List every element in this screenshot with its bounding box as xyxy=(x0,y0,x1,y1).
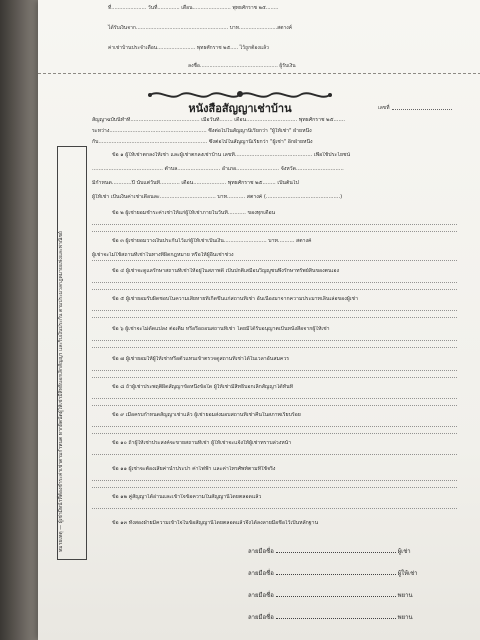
signature-row-witness-1 xyxy=(248,590,413,600)
text-row xyxy=(92,317,458,318)
perforation-line xyxy=(38,73,480,74)
contract-line-16: ข้อ ๙ เมื่อครบกำหนดสัญญาเช่าแล้ว ผู้เช่ายอมส่งมอบสถานที่เช่าคืนในสภาพเรียบร้อย xyxy=(112,412,301,418)
text-row xyxy=(92,370,458,371)
background-surface xyxy=(0,0,40,640)
contract-line-13: ข้อ ๖ ผู้เช่าจะไม่ดัดแปลง ต่อเติม หรือรื้อถอนสถานที่เช่า โดยมิได้รับอนุญาตเป็นหนังสือจากผู้ให้เช่า xyxy=(112,326,330,332)
contract-line-19: ข้อ ๑๒ คู่สัญญาได้อ่านและเข้าใจข้อความในสัญญานี้โดยตลอดแล้ว xyxy=(112,494,262,500)
signature-line xyxy=(276,596,396,597)
receipt-line-4: ลงชื่อ................................................. ผู้รับเงิน xyxy=(188,63,296,69)
signature-label: ลายมือชื่อ xyxy=(248,548,274,555)
text-row xyxy=(92,224,458,225)
text-row xyxy=(92,340,458,341)
side-note-body: ผู้เช่ามีหน้าที่ต้องชำระค่าเช่าตามกำหนด หากผิดนัดผู้ให้เช่ามีสิทธิบอกเลิกสัญญา และริบเงินประกัน ตามประมวลกฎหมายแพ่งและพาณิชย์ xyxy=(58,231,64,524)
contract-line-4: ข้อ ๑ ผู้ให้เช่าตกลงให้เช่า และผู้เช่าตกลงเช่าบ้าน เลขที่............................................... เพื่อใช้ประโยชน์ xyxy=(112,152,351,158)
text-row xyxy=(92,454,458,455)
contract-line-3: กับ.................................................................. ซึ่งต่อไปในสัญญานี้เรียกว่า "ผู้เช่า" อีกฝ่ายหนึ่ง xyxy=(92,139,313,145)
document-title: หนังสือสัญญาเช่าบ้าน xyxy=(188,102,292,115)
text-row xyxy=(92,433,458,434)
contract-line-5: ........................................... ตำบล.......................... อำเภอ.......................... จังหวัด............................. xyxy=(92,166,344,172)
contract-line-2: ระหว่าง........................................................... ซึ่งต่อไปในสัญญานี้เรียกว่า "ผู้ให้เช่า" ฝ่ายหนึ่ง xyxy=(92,128,312,134)
signature-line xyxy=(276,618,396,619)
text-row xyxy=(92,405,458,406)
receipt-line-1: ที่...................... วันที่.............. เดือน........................ พุทธศักราช ๒๕........ xyxy=(108,5,279,11)
side-note-text: หมายเหตุ — ผู้เช่ามีหน้าที่ต้องชำระค่าเช่าตามกำหนด หากผิดนัดผู้ให้เช่ามีสิทธิบอกเลิกสัญญา และริบเงินประกัน ตามประมวลกฎหมายแพ่งและพาณิชย์ xyxy=(58,231,64,552)
text-row xyxy=(92,231,458,232)
text-row xyxy=(92,426,458,427)
text-row xyxy=(92,282,458,283)
contract-line-11: ข้อ ๔ ผู้เช่าจะดูแลรักษาสถานที่เช่าให้อยู่ในสภาพดี เป็นปกติเสมือนวิญญูชนพึงรักษาทรัพย์สินของตนเอง xyxy=(112,268,339,274)
text-row xyxy=(92,487,458,488)
contract-line-7: ผู้ให้เช่า เป็นเงินค่าเช่าเดือนละ.................................. บาท........... สตางค์ (.............................................) xyxy=(92,194,343,200)
signature-role: พยาน xyxy=(397,592,413,599)
contract-line-6: มีกำหนด............ปี นับแต่วันที่............ เดือน.................... พุทธศักราช ๒๕........ เป็นต้นไป xyxy=(92,180,299,186)
signature-row-tenant xyxy=(248,546,411,556)
signature-line xyxy=(276,574,396,575)
contract-line-9: ข้อ ๓ ผู้เช่ายอมวางเงินประกันไว้แก่ผู้ให้เช่าเป็นเงิน.......................... บาท.......... สตางค์ xyxy=(112,238,312,244)
text-row xyxy=(92,377,458,378)
text-row xyxy=(92,480,458,481)
text-row xyxy=(92,508,458,509)
signature-label: ลายมือชื่อ xyxy=(248,570,274,577)
text-row xyxy=(92,347,458,348)
signature-row-witness-2 xyxy=(248,612,413,622)
signature-line xyxy=(276,552,396,553)
signature-role: ผู้ให้เช่า xyxy=(397,570,418,577)
side-note-title: หมายเหตุ xyxy=(58,531,64,552)
signature-role: ผู้เช่า xyxy=(397,548,411,555)
book-number-line xyxy=(392,109,452,110)
book-number-label: เลขที่ xyxy=(378,105,390,111)
contract-line-18: ข้อ ๑๑ ผู้เช่าจะต้องเสียค่าน้ำประปา ค่าไฟฟ้า และค่าโทรศัพท์ตามที่ใช้จริง xyxy=(112,466,276,472)
contract-line-15: ข้อ ๘ ถ้าผู้เช่าประพฤติผิดสัญญาข้อหนึ่งข้อใด ผู้ให้เช่ามีสิทธิบอกเลิกสัญญาได้ทันที xyxy=(112,384,294,390)
receipt-line-3: ค่าเช่าบ้านประจำเดือน........................ พุทธศักราช ๒๕..... ไว้ถูกต้องแล้ว xyxy=(108,45,269,51)
contract-line-8: ข้อ ๒ ผู้เช่ายอมชำระค่าเช่าให้แก่ผู้ให้เช่าภายในวันที่........... ของทุกเดือน xyxy=(112,210,276,216)
receipt-line-2: ได้รับเงินจาก.......................................................... บาท........................สตางค์ xyxy=(108,25,293,31)
contract-line-12: ข้อ ๕ ผู้เช่ายอมรับผิดชอบในความเสียหายที่เกิดขึ้นแก่สถานที่เช่า อันเนื่องมาจากความประมาทเลินเล่อของผู้เช่า xyxy=(112,296,358,302)
signature-row-landlord xyxy=(248,568,418,578)
contract-line-14: ข้อ ๗ ผู้เช่ายอมให้ผู้ให้เช่าหรือตัวแทนเข้าตรวจดูสถานที่เช่าได้ในเวลาอันสมควร xyxy=(112,356,290,362)
text-row xyxy=(92,289,458,290)
text-row xyxy=(92,310,458,311)
signature-label: ลายมือชื่อ xyxy=(248,592,274,599)
text-row xyxy=(92,398,458,399)
text-row xyxy=(92,260,458,261)
signature-label: ลายมือชื่อ xyxy=(248,614,274,621)
signature-role: พยาน xyxy=(397,614,413,621)
contract-line-10: ผู้เช่าจะไม่ใช้สถานที่เช่าในทางที่ผิดกฎหมาย หรือให้ผู้อื่นเช่าช่วง xyxy=(92,252,234,258)
contract-line-1: สัญญาฉบับนี้ทำที่.......................................... เมื่อวันที่........ เดือน............................... พุทธศักราช ๒๕....... xyxy=(92,117,346,123)
contract-line-20: ข้อ ๑๓ ทั้งสองฝ่ายมีความเข้าใจในข้อสัญญานี้โดยตลอดแล้วจึงได้ลงลายมือชื่อไว้เป็นหลักฐาน xyxy=(112,520,319,526)
contract-line-17: ข้อ ๑๐ ถ้าผู้ให้เช่าประสงค์จะขายสถานที่เช่า ผู้ให้เช่าจะแจ้งให้ผู้เช่าทราบล่วงหน้า xyxy=(112,440,292,446)
